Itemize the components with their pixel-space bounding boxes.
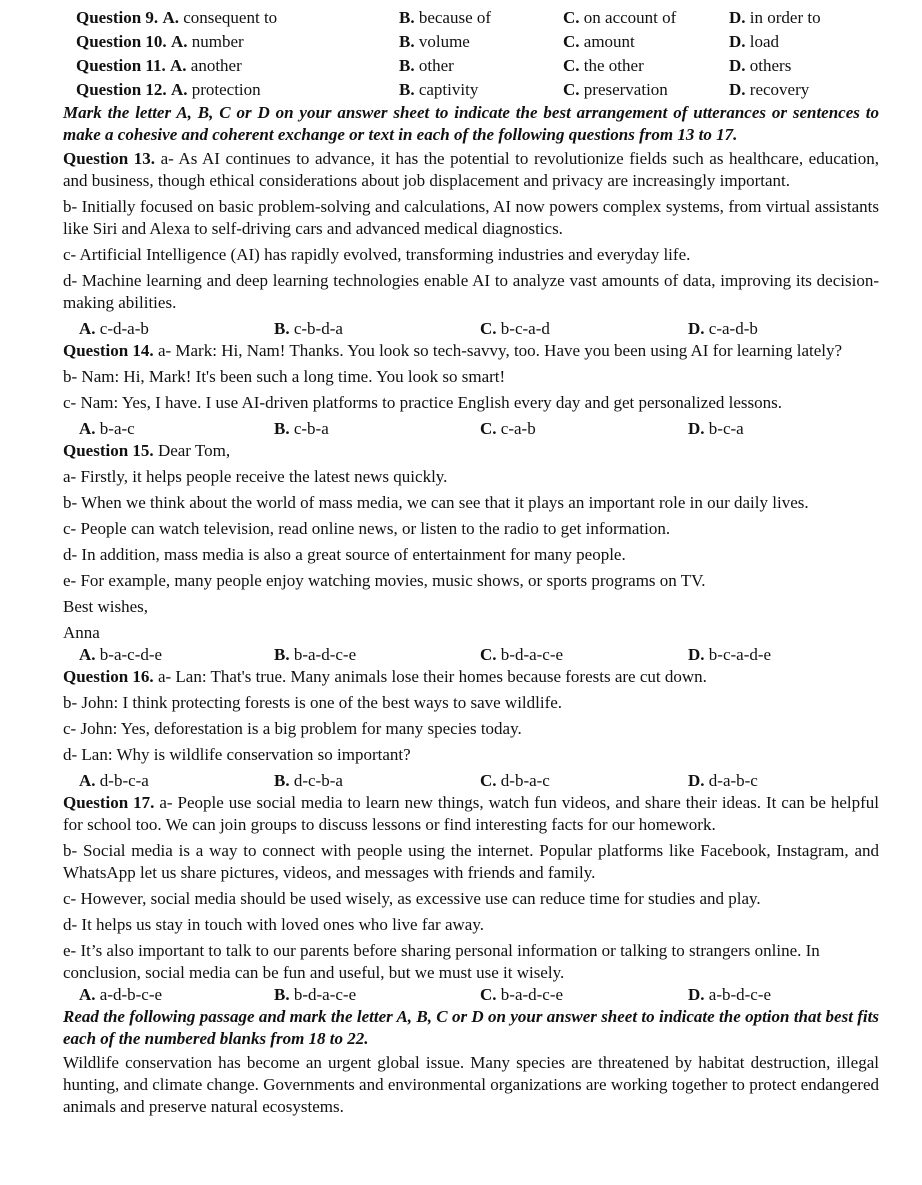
- section-instruction: Read the following passage and mark the letter A, B, C or D on your answer sheet to indicate the option that best fits each of the numbered blanks from 18 to 22.: [63, 1007, 879, 1048]
- sentence-c: c- People can watch television, read online news, or listen to the radio to get information.: [63, 519, 671, 538]
- answer-choices: A. b-a-c-d-e B. b-a-d-c-e C. b-d-a-c-e D. b-c-a-d-e: [79, 645, 772, 664]
- sentence-a: a- As AI continues to advance, it has the potential to revolutionize fields such as healthcare, education, and business, though ethical considerations about job displacement and privacy are increasingly important.: [63, 149, 880, 190]
- answer-b: b-d-a-c-e: [293, 985, 357, 1004]
- sentence-c: c- Artificial Intelligence (AI) has rapidly evolved, transforming industries and everyday life.: [63, 245, 691, 264]
- question-13: [63, 148, 879, 340]
- sentence-d: d- In addition, mass media is also a great source of entertainment for many people.: [63, 545, 626, 564]
- answer-a: c-d-a-b: [99, 319, 149, 338]
- sentence-b: b- When we think about the world of mass media, we can see that it plays an important role in our daily lives.: [63, 493, 809, 512]
- answer-d: d-a-b-c: [708, 771, 758, 790]
- answer-d: c-a-d-b: [708, 319, 758, 338]
- option-a: number: [191, 32, 244, 51]
- answer-a: d-b-c-a: [99, 771, 149, 790]
- sentence-b: b- Initially focused on basic problem-solving and calculations, AI now powers complex systems, from virtual assistants like Siri and Alexa to self-driving cars and advanced medical diagnostics.: [63, 197, 879, 238]
- option-b: because of: [418, 8, 492, 27]
- answer-c: c-a-b: [500, 419, 536, 438]
- answer-c: b-d-a-c-e: [500, 645, 564, 664]
- option-c: preservation: [583, 80, 668, 99]
- question-9-options: Question 9. A. consequent to B. because of C. on account of D. in order to: [76, 8, 821, 27]
- reading-passage: Wildlife conservation has become an urgent global issue. Many species are threatened by habitat destruction, illegal hunting, and climate change. Governments and environmental organizations are working together to protect endangered animals and preserve natural ecosystems.: [63, 1053, 879, 1116]
- question-options-block: [63, 6, 879, 102]
- answer-choices: A. b-a-c B. c-b-a C. c-a-b D. b-c-a: [79, 419, 744, 438]
- question-label: Question 10.: [76, 32, 167, 51]
- sentence-b: b- Nam: Hi, Mark! It's been such a long time. You look so smart!: [63, 367, 506, 386]
- answer-d: b-c-a-d-e: [708, 645, 772, 664]
- question-label: Question 9.: [76, 8, 159, 27]
- option-a: consequent to: [183, 8, 278, 27]
- question-label: Question 13.: [63, 149, 156, 168]
- answer-a: b-a-c-d-e: [99, 645, 163, 664]
- answer-c: b-a-d-c-e: [500, 985, 564, 1004]
- question-label: Question 15.: [63, 441, 154, 460]
- question-label: Question 16.: [63, 667, 154, 686]
- option-c: on account of: [583, 8, 677, 27]
- sentence-d: d- Machine learning and deep learning technologies enable AI to analyze vast amounts of data, improving its decision-making abilities.: [63, 271, 879, 312]
- letter-closing: Best wishes,: [63, 597, 148, 616]
- option-b: captivity: [418, 80, 479, 99]
- answer-b: b-a-d-c-e: [293, 645, 357, 664]
- sentence-c: c- John: Yes, deforestation is a big problem for many species today.: [63, 719, 522, 738]
- question-16: [63, 666, 879, 792]
- sentence-c: c- However, social media should be used wisely, as excessive use can reduce time for studies and play.: [63, 889, 761, 908]
- question-14: [63, 340, 879, 440]
- option-d: in order to: [749, 8, 821, 27]
- sentence-a: a- Firstly, it helps people receive the latest news quickly.: [63, 467, 448, 486]
- section-instruction: Mark the letter A, B, C or D on your answer sheet to indicate the best arrangement of utterances or sentences to make a cohesive and coherent exchange or text in each of the following questions from 13 to 17.: [63, 103, 879, 144]
- option-c: the other: [583, 56, 644, 75]
- answer-a: a-d-b-c-e: [99, 985, 163, 1004]
- sentence-e: e- For example, many people enjoy watching movies, music shows, or sports programs on TV.: [63, 571, 706, 590]
- answer-choices: A. a-d-b-c-e B. b-d-a-c-e C. b-a-d-c-e D. a-b-d-c-e: [79, 985, 772, 1004]
- sentence-a: a- Mark: Hi, Nam! Thanks. You look so tech-savvy, too. Have you been using AI for learning lately?: [157, 341, 843, 360]
- option-d: load: [749, 32, 780, 51]
- sentence-d: d- It helps us stay in touch with loved ones who live far away.: [63, 915, 484, 934]
- sentence-b: b- John: I think protecting forests is one of the best ways to save wildlife.: [63, 693, 563, 712]
- sentence-d: d- Lan: Why is wildlife conservation so important?: [63, 745, 411, 764]
- question-15: [63, 440, 879, 666]
- letter-greeting: Dear Tom,: [157, 441, 231, 460]
- sentence-c: c- Nam: Yes, I have. I use AI-driven platforms to practice English every day and get personalized lessons.: [63, 393, 782, 412]
- option-a: another: [190, 56, 242, 75]
- question-11-options: Question 11. A. another B. other C. the other D. others: [76, 56, 792, 75]
- answer-c: b-c-a-d: [500, 319, 550, 338]
- option-b: other: [418, 56, 454, 75]
- option-a: protection: [191, 80, 261, 99]
- answer-d: b-c-a: [708, 419, 744, 438]
- option-c: amount: [583, 32, 635, 51]
- answer-choices: A. d-b-c-a B. d-c-b-a C. d-b-a-c D. d-a-b-c: [79, 771, 758, 790]
- answer-b: c-b-a: [293, 419, 329, 438]
- question-label: Question 14.: [63, 341, 154, 360]
- question-17: [63, 792, 879, 1006]
- letter-signature: Anna: [63, 623, 100, 642]
- sentence-a: a- Lan: That's true. Many animals lose their homes because forests are cut down.: [157, 667, 707, 686]
- option-d: recovery: [749, 80, 810, 99]
- question-12-options: Question 12. A. protection B. captivity C. preservation D. recovery: [76, 80, 810, 99]
- answer-choices: A. c-d-a-b B. c-b-d-a C. b-c-a-d D. c-a-d-b: [79, 319, 758, 338]
- question-label: Question 17.: [63, 793, 155, 812]
- answer-d: a-b-d-c-e: [708, 985, 772, 1004]
- sentence-e: e- It’s also important to talk to our parents before sharing personal information or talking to strangers online. In conclusion, social media can be fun and useful, but we must use it wisely.: [63, 941, 820, 982]
- option-b: volume: [418, 32, 470, 51]
- question-10-options: Question 10. A. number B. volume C. amount D. load: [76, 32, 780, 51]
- answer-c: d-b-a-c: [500, 771, 550, 790]
- option-d: others: [749, 56, 792, 75]
- sentence-a: a- People use social media to learn new things, watch fun videos, and share their ideas. It can be helpful for school too. We can join groups to discuss lessons or find interesting facts for our homework.: [63, 793, 880, 834]
- question-label: Question 11.: [76, 56, 166, 75]
- sentence-b: b- Social media is a way to connect with people using the internet. Popular platforms like Facebook, Instagram, and WhatsApp let us share pictures, videos, and messages with friends and family.: [63, 841, 879, 882]
- answer-b: c-b-d-a: [293, 319, 343, 338]
- question-label: Question 12.: [76, 80, 167, 99]
- exam-page: [63, 6, 879, 1122]
- answer-b: d-c-b-a: [293, 771, 343, 790]
- answer-a: b-a-c: [99, 419, 135, 438]
